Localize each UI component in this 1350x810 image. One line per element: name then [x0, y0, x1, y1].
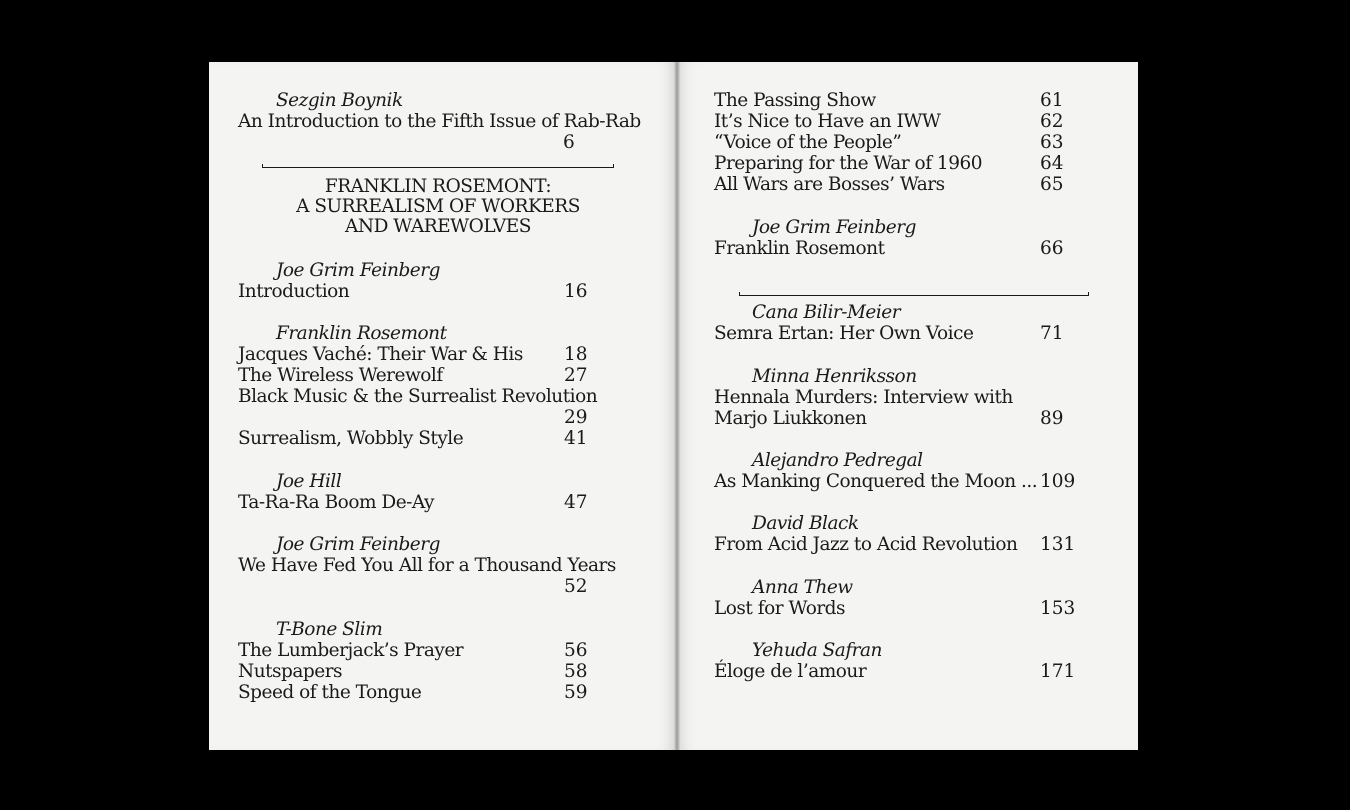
section-heading-line: AND WAREWOLVES: [345, 216, 531, 237]
toc-author: Joe Grim Feinberg: [276, 534, 440, 555]
toc-author: T-Bone Slim: [276, 619, 383, 640]
toc-author: Anna Thew: [752, 577, 853, 598]
toc-page-number: 47: [564, 492, 588, 513]
toc-author: Alejandro Pedregal: [752, 450, 923, 471]
toc-author: Yehuda Safran: [752, 640, 882, 661]
toc-title: An Introduction to the Fifth Issue of Rab-Rab: [238, 111, 641, 132]
toc-title: The Wireless Werewolf: [238, 365, 443, 386]
toc-page-number: 61: [1040, 90, 1064, 111]
toc-title: Surrealism, Wobbly Style: [238, 428, 464, 449]
toc-author: Joe Hill: [276, 471, 342, 492]
toc-title: Jacques Vaché: Their War & His: [238, 344, 523, 365]
toc-page-number: 6: [563, 132, 575, 153]
toc-title: Nutspapers: [238, 661, 343, 682]
toc-author: Minna Henriksson: [752, 366, 917, 387]
toc-page-number: 64: [1040, 153, 1064, 174]
toc-page-number: 62: [1040, 111, 1064, 132]
toc-author: David Black: [752, 513, 859, 534]
toc-page-number: 109: [1040, 471, 1076, 492]
toc-page-number: 66: [1040, 238, 1064, 259]
toc-title: Hennala Murders: Interview with: [714, 387, 1013, 408]
toc-page-number: 71: [1040, 323, 1064, 344]
toc-page-number: 58: [564, 661, 588, 682]
toc-page-number: 63: [1040, 132, 1064, 153]
toc-title: Franklin Rosemont: [714, 238, 885, 259]
toc-page-number: 41: [564, 428, 588, 449]
toc-page-number: 89: [1040, 408, 1064, 429]
toc-title: All Wars are Bosses’ Wars: [714, 174, 945, 195]
toc-page-number: 131: [1040, 534, 1076, 555]
toc-title: Éloge de l’amour: [714, 661, 867, 682]
toc-page-number: 59: [564, 682, 588, 703]
toc-title: Marjo Liukkonen: [714, 408, 867, 429]
toc-page-number: 153: [1040, 598, 1076, 619]
toc-title: “Voice of the People”: [714, 132, 902, 153]
toc-title: Ta-Ra-Ra Boom De-Ay: [238, 492, 434, 513]
toc-author: Joe Grim Feinberg: [752, 217, 916, 238]
book-gutter: [674, 62, 680, 750]
toc-title: Semra Ertan: Her Own Voice: [714, 323, 974, 344]
toc-author: Sezgin Boynik: [276, 90, 403, 111]
toc-title: We Have Fed You All for a Thousand Years: [238, 555, 616, 576]
toc-page-number: 27: [564, 365, 588, 386]
toc-page-number: 56: [564, 640, 588, 661]
toc-title: Lost for Words: [714, 598, 846, 619]
toc-title: Introduction: [238, 281, 350, 302]
section-divider: [739, 295, 1089, 296]
toc-title: As Manking Conquered the Moon ...: [714, 471, 1038, 492]
toc-page-number: 171: [1040, 661, 1076, 682]
section-heading-line: FRANKLIN ROSEMONT:: [324, 176, 552, 197]
toc-page-number: 52: [564, 576, 588, 597]
toc-author: Franklin Rosemont: [276, 323, 447, 344]
toc-title: Speed of the Tongue: [238, 682, 422, 703]
toc-title: Preparing for the War of 1960: [714, 153, 983, 174]
toc-author: Cana Bilir-Meier: [752, 302, 901, 323]
toc-title: It’s Nice to Have an IWW: [714, 111, 941, 132]
toc-page-number: 29: [564, 407, 588, 428]
toc-author: Joe Grim Feinberg: [276, 260, 440, 281]
toc-page-number: 16: [564, 281, 588, 302]
toc-title: The Passing Show: [714, 90, 876, 111]
toc-page-number: 65: [1040, 174, 1064, 195]
toc-title: Black Music & the Surrealist Revolution: [238, 386, 598, 407]
toc-page-number: 18: [564, 344, 588, 365]
toc-title: The Lumberjack’s Prayer: [238, 640, 464, 661]
section-divider: [262, 167, 614, 168]
section-heading-line: A SURREALISM OF WORKERS: [296, 196, 580, 217]
toc-title: From Acid Jazz to Acid Revolution: [714, 534, 1018, 555]
